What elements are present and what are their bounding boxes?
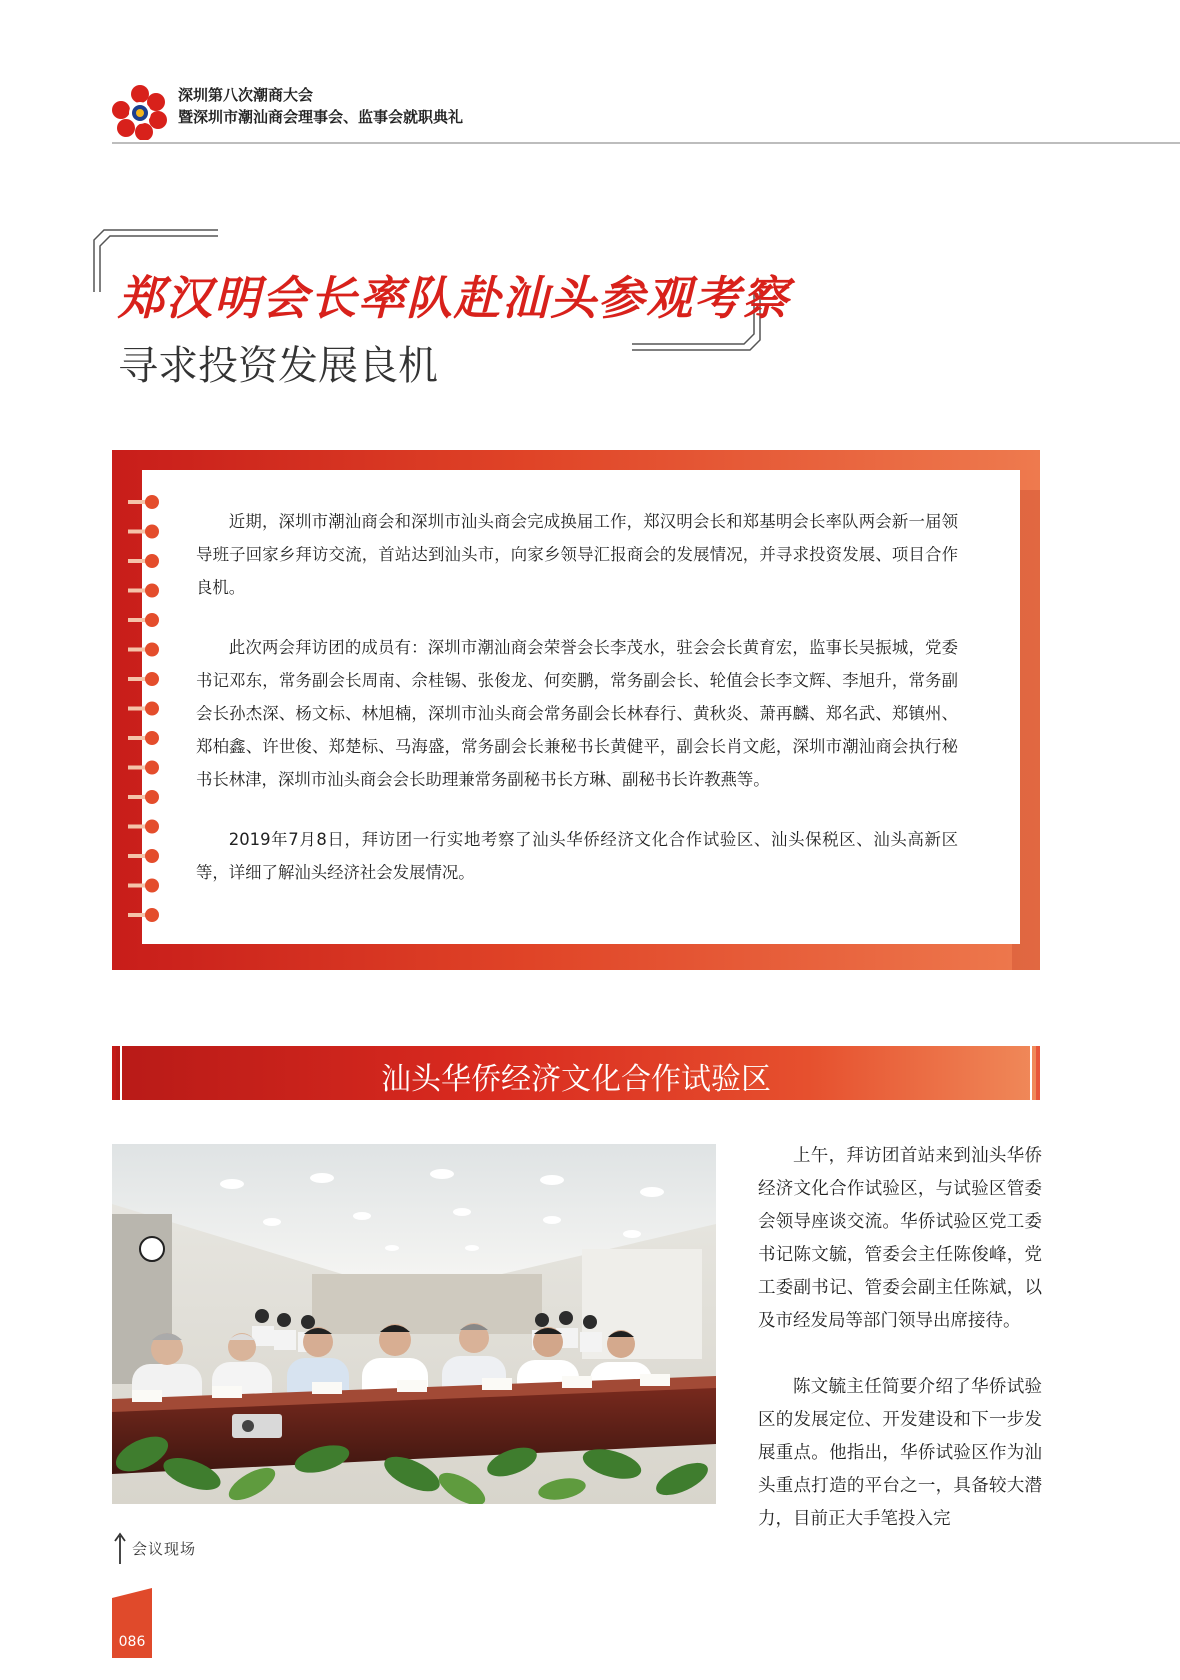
section-title: 汕头华侨经济文化合作试验区 [381, 1062, 771, 1097]
meeting-photo [112, 1144, 716, 1504]
header-text [178, 84, 463, 128]
header-line-2: 暨深圳市潮汕商会理事会、监事会就职典礼 [178, 108, 464, 126]
notebook-spiral-icon [128, 494, 168, 934]
header-divider [112, 142, 1180, 144]
spiral-ring [128, 702, 159, 716]
spiral-ring [128, 643, 159, 657]
spiral-ring [128, 820, 159, 834]
spiral-ring [128, 849, 159, 863]
spiral-ring [128, 584, 159, 598]
section-title-bar [112, 1046, 1040, 1100]
arrow-up-icon [112, 1530, 128, 1566]
spiral-ring [128, 879, 159, 893]
spiral-ring [128, 554, 159, 568]
intro-paragraph-3: 2019年7月8日，拜访团一行实地考察了汕头华侨经济文化合作试验区、汕头保税区、汕头高新区等，详细了解汕头经济社会发展情况。 [196, 830, 958, 882]
intro-paragraph-2: 此次两会拜访团的成员有：深圳市潮汕商会荣誉会长李茂水，驻会会长黄育宏，监事长吴振城，党委书记邓东，常务副会长周南、佘桂锡、张俊龙、何奕鹏，常务副会长、轮值会长李文辉、李旭升，常务副会长孙杰深、杨文标、林旭楠，深圳市汕头商会常务副会长林春行、黄秋炎、萧再麟、郑名武、郑镇州、郑柏鑫、许世俊、郑楚标、马海盛，常务副会长兼秘书长黄健平，副会长肖文彪，深圳市潮汕商会执行秘书长林津，深圳市汕头商会会长助理兼常务副秘书长方琳、副秘书长许教燕等。 [196, 638, 958, 789]
spiral-ring [128, 495, 159, 509]
intro-text [196, 505, 958, 916]
right-column-text [758, 1140, 1042, 1569]
right-paragraph-2: 陈文毓主任简要介绍了华侨试验区的发展定位、开发建设和下一步发展重点。他指出，华侨试验区作为汕头重点打造的平台之一，具备较大潜力，目前正大手笔投入完 [758, 1377, 1042, 1529]
article-title: 郑汉明会长率队赴汕头参观考察 [118, 271, 790, 325]
photo-caption [112, 1530, 232, 1566]
spiral-ring [128, 525, 159, 539]
photo-caption-text: 会议现场 [132, 1540, 197, 1558]
spiral-ring [128, 613, 159, 627]
spiral-ring [128, 761, 159, 775]
spiral-ring [128, 790, 159, 804]
page-number: 086 [118, 1634, 146, 1650]
intro-paragraph-1: 近期，深圳市潮汕商会和深圳市汕头商会完成换届工作，郑汉明会长和郑基明会长率队两会新一届领导班子回家乡拜访交流，首站达到汕头市，向家乡领导汇报商会的发展情况，并寻求投资发展、项目合作良机。 [196, 512, 958, 597]
chamber-logo-icon [112, 84, 168, 140]
page-header [112, 78, 1180, 144]
article-subtitle: 寻求投资发展良机 [118, 343, 438, 389]
spiral-ring [128, 731, 159, 745]
spiral-ring [128, 908, 159, 922]
header-line-1: 深圳第八次潮商大会 [178, 86, 314, 104]
right-paragraph-1: 上午，拜访团首站来到汕头华侨经济文化合作试验区，与试验区管委会领导座谈交流。华侨试验区党工委书记陈文毓，管委会主任陈俊峰，党工委副书记、管委会副主任陈斌，以及市经发局等部门领导出席接待。 [758, 1146, 1042, 1331]
spiral-ring [128, 672, 159, 686]
